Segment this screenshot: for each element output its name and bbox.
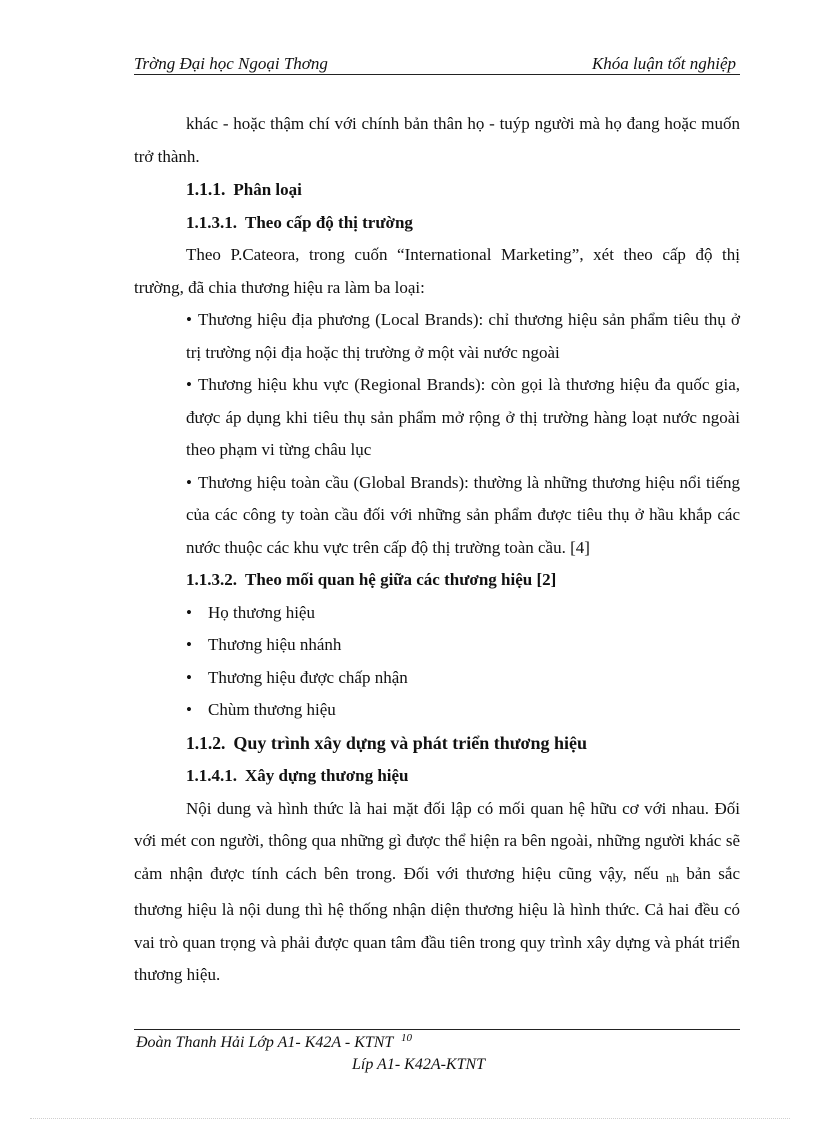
bullet-icon: • [186, 700, 192, 719]
footer-author-class: Đoàn Thanh Hải Lớp A1- K42A - KTNT [136, 1034, 394, 1051]
footer-class-code: Líp A1- K42A-KTNT [352, 1056, 486, 1073]
heading-number: 1.1.1. [186, 179, 226, 199]
bullet-icon: • [186, 375, 192, 394]
paragraph-text-part: Nội dung và hình thức là hai mặt đối lập có mối quan hệ hữu cơ với nhau. Đối với mét con người, thông qua những gì được thể hiện ra bên ngoài, những người khác sẽ cảm nhận được tính cách bên trong. Đối với thương hiệu cũng vậy, nếu [134, 798, 740, 883]
heading-market-level [134, 207, 740, 240]
heading-brand-relationship [134, 564, 740, 597]
list-item [186, 662, 740, 695]
heading-number: 1.1.3.1. [186, 212, 237, 232]
heading-number: 1.1.2. [186, 732, 226, 753]
list-item-text: Thương hiệu được chấp nhận [208, 667, 408, 687]
bullet-icon: • [186, 310, 192, 329]
list-item [186, 694, 740, 727]
heading-process [134, 727, 740, 761]
page-header [134, 54, 740, 75]
stray-text-fragment: nh [665, 869, 679, 885]
brand-relationship-list [134, 597, 740, 727]
paragraph-intro-continuation: khác - hoặc thậm chí với chính bản thân họ - tuýp người mà họ đang hoặc muốn trở thành. [134, 114, 740, 166]
paragraph-text-part: bản sắc thương hiệu là nội dung thì hệ thống nhận diện thương hiệu là hình thức. Cả hai đều có vai trò quan trọng và phải được quan tâm đầu tiên trong quy trình xây dựng và phát triển thương hiệu. [134, 863, 740, 984]
bullet-text: Thương hiệu địa phương (Local Brands): chỉ thương hiệu sản phẩm tiêu thụ ở trị trường nội địa hoặc thị trường ở một vài nước ngoài [186, 310, 740, 362]
bullet-icon: • [186, 667, 192, 687]
list-item-text: Thương hiệu nhánh [208, 635, 342, 654]
header-document-type: Khóa luận tốt nghiệp [591, 54, 736, 73]
paragraph-cateora: Theo P.Cateora, trong cuốn “International Marketing”, xét theo cấp độ thị trường, đã chia thương hiệu ra làm ba loại: [134, 245, 740, 297]
bullet-text: Thương hiệu toàn cầu (Global Brands): thường là những thương hiệu nổi tiếng của các công ty toàn cầu đối với những sản phẩm được tiêu thụ ở hầu khắp các nước thuộc các khu vực trên cấp độ thị trường toàn cầu. [4] [186, 472, 740, 557]
list-item-text: Họ thương hiệu [208, 602, 315, 622]
page-content [134, 108, 740, 992]
page-bottom-edge [30, 1118, 790, 1119]
heading-number: 1.1.3.2. [186, 570, 237, 589]
bullet-icon: • [186, 472, 192, 492]
heading-classification [134, 173, 740, 207]
header-school-name: Trờng Đại học Ngoại Thơng [134, 54, 328, 73]
bullet-local-brands [134, 304, 740, 369]
bullet-icon: • [186, 602, 192, 622]
heading-number: 1.1.4.1. [186, 766, 237, 785]
heading-title: Theo cấp độ thị trường [245, 212, 413, 232]
heading-building-brand [134, 760, 740, 793]
heading-title: Phân loại [233, 180, 302, 199]
page-number: 10 [401, 1032, 412, 1044]
list-item [186, 629, 740, 662]
bullet-text: Thương hiệu khu vực (Regional Brands): còn gọi là thương hiệu đa quốc gia, được áp dụng khi tiêu thụ sản phẩm mở rộng ở thị trường hàng loạt nước ngoài theo phạm vi từng châu lục [186, 375, 740, 459]
list-item-text: Chùm thương hiệu [208, 700, 336, 719]
heading-title: Theo mối quan hệ giữa các thương hiệu [2] [245, 570, 557, 589]
bullet-icon: • [186, 635, 192, 654]
heading-title: Xây dựng thương hiệu [245, 766, 409, 785]
bullet-global-brands [134, 467, 740, 565]
heading-title: Quy trình xây dựng và phát triển thương hiệu [233, 732, 588, 753]
paragraph-content-form [134, 793, 740, 992]
list-item [186, 597, 740, 630]
bullet-regional-brands [134, 369, 740, 467]
footer-rule [134, 1029, 740, 1030]
